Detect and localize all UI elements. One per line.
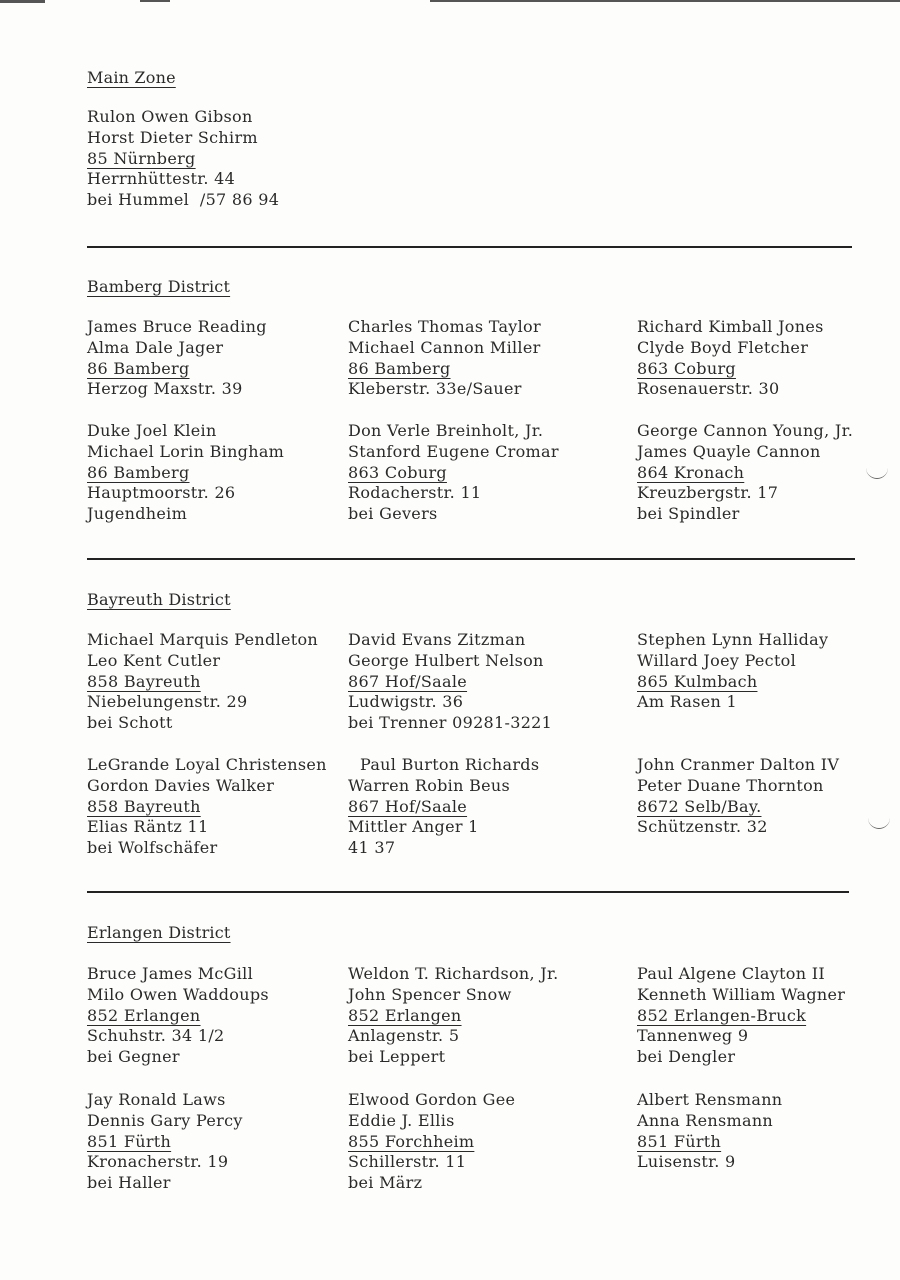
- city-line: 852 Erlangen-Bruck: [637, 1005, 807, 1025]
- street-line: Niebelungenstr. 29: [87, 692, 248, 712]
- name-line: Alma Dale Jager: [87, 337, 224, 357]
- street-line: Anlagenstr. 5: [348, 1026, 460, 1046]
- section-divider: [87, 558, 855, 560]
- city-line: 8672 Selb/Bay.: [637, 796, 762, 816]
- street-line: Schützenstr. 32: [637, 817, 768, 837]
- name-line: James Bruce Reading: [87, 317, 267, 336]
- name-line: Horst Dieter Schirm: [87, 127, 258, 147]
- name-line: Paul Algene Clayton II: [637, 964, 825, 983]
- city-line: 851 Fürth: [87, 1131, 172, 1151]
- care-of-line: bei Wolfschäfer: [87, 838, 218, 858]
- city-line: 858 Bayreuth: [87, 796, 201, 816]
- street-line: Kleberstr. 33e/Sauer: [348, 379, 522, 399]
- care-of-line: bei Gevers: [348, 504, 438, 524]
- name-line: Albert Rensmann: [637, 1090, 783, 1109]
- name-line: Bruce James McGill: [87, 964, 253, 983]
- care-of-line: Jugendheim: [87, 504, 188, 524]
- care-of-line: bei Leppert: [348, 1047, 446, 1067]
- name-line: Michael Lorin Bingham: [87, 441, 285, 461]
- main-zone-heading: Main Zone: [87, 68, 176, 87]
- address-block: [87, 630, 318, 734]
- street-line: Ludwigstr. 36: [348, 692, 464, 712]
- city-line: 858 Bayreuth: [87, 671, 201, 691]
- name-line: John Cranmer Dalton IV: [637, 755, 840, 774]
- street-line: Tannenweg 9: [637, 1026, 749, 1046]
- name-line: Michael Marquis Pendleton: [87, 630, 319, 649]
- city-line: 867 Hof/Saale: [348, 671, 468, 691]
- city-line: 86 Bamberg: [87, 462, 190, 482]
- address-block: [360, 755, 539, 776]
- address-block: [637, 317, 824, 400]
- address-block: [87, 421, 284, 525]
- erlangen-district-heading: Erlangen District: [87, 923, 231, 942]
- city-line: 85 Nürnberg: [87, 148, 196, 168]
- name-line: Stanford Eugene Cromar: [348, 441, 559, 461]
- street-line: Luisenstr. 9: [637, 1152, 736, 1172]
- address-block: [348, 964, 559, 1068]
- city-line: 855 Forchheim: [348, 1131, 475, 1151]
- street-line: Kreuzbergstr. 17: [637, 483, 779, 503]
- address-block: [637, 964, 845, 1068]
- name-line: Jay Ronald Laws: [87, 1090, 226, 1109]
- street-line: Am Rasen 1: [637, 692, 738, 712]
- name-line: Anna Rensmann: [637, 1110, 774, 1130]
- name-line: James Quayle Cannon: [637, 441, 821, 461]
- city-line: 851 Fürth: [637, 1131, 722, 1151]
- name-line: Willard Joey Pectol: [637, 650, 797, 670]
- name-line: Milo Owen Waddoups: [87, 984, 269, 1004]
- care-of-line: bei März: [348, 1173, 423, 1193]
- name-line: Stephen Lynn Halliday: [637, 630, 829, 649]
- name-line: John Spencer Snow: [348, 984, 512, 1004]
- care-of-line: bei Haller: [87, 1173, 171, 1193]
- name-line: Duke Joel Klein: [87, 421, 217, 440]
- address-block: [637, 630, 828, 713]
- phone-line: 41 37: [348, 838, 396, 858]
- name-line: Peter Duane Thornton: [637, 775, 824, 795]
- street-line: Elias Räntz 11: [87, 817, 209, 837]
- city-line: 864 Kronach: [637, 462, 745, 482]
- address-block: [348, 317, 541, 400]
- address-block: [637, 421, 853, 525]
- address-block: [348, 421, 559, 525]
- name-line: Paul Burton Richards: [360, 755, 540, 774]
- address-block: [348, 1090, 515, 1194]
- name-line: LeGrande Loyal Christensen: [87, 755, 327, 774]
- address-block: [87, 1090, 243, 1194]
- street-line: Schuhstr. 34 1/2: [87, 1026, 225, 1046]
- care-of-line: bei Schott: [87, 713, 173, 733]
- name-line: Clyde Boyd Fletcher: [637, 337, 809, 357]
- bamberg-district-heading: Bamberg District: [87, 277, 231, 296]
- care-of-line: bei Dengler: [637, 1047, 736, 1067]
- care-of-line: bei Spindler: [637, 504, 740, 524]
- address-block: [87, 755, 327, 859]
- address-block: [348, 776, 510, 859]
- name-line: Rulon Owen Gibson: [87, 107, 253, 126]
- street-line: Rosenauerstr. 30: [637, 379, 780, 399]
- name-line: Kenneth William Wagner: [637, 984, 846, 1004]
- margin-mark: [866, 466, 888, 479]
- address-block: [87, 964, 269, 1068]
- care-of-line: bei Trenner 09281-3221: [348, 713, 553, 733]
- name-line: Elwood Gordon Gee: [348, 1090, 516, 1109]
- section-divider: [87, 246, 852, 248]
- name-line: George Cannon Young, Jr.: [637, 421, 854, 440]
- name-line: Dennis Gary Percy: [87, 1110, 243, 1130]
- city-line: 865 Kulmbach: [637, 671, 758, 691]
- name-line: Charles Thomas Taylor: [348, 317, 541, 336]
- street-line: Schillerstr. 11: [348, 1152, 467, 1172]
- section-divider: [87, 891, 849, 893]
- city-line: 86 Bamberg: [87, 358, 190, 378]
- name-line: Don Verle Breinholt, Jr.: [348, 421, 544, 440]
- street-line: Rodacherstr. 11: [348, 483, 482, 503]
- street-line: Hauptmoorstr. 26: [87, 483, 236, 503]
- city-line: 863 Coburg: [637, 358, 736, 378]
- name-line: Gordon Davies Walker: [87, 775, 275, 795]
- name-line: George Hulbert Nelson: [348, 650, 544, 670]
- margin-mark: [868, 816, 890, 829]
- street-line: Herzog Maxstr. 39: [87, 379, 243, 399]
- name-line: Michael Cannon Miller: [348, 337, 541, 357]
- page-top-edge: [0, 0, 900, 4]
- street-line: Mittler Anger 1: [348, 817, 479, 837]
- address-block: [87, 317, 267, 400]
- name-line: Leo Kent Cutler: [87, 650, 221, 670]
- address-block: [637, 1090, 782, 1173]
- name-line: Weldon T. Richardson, Jr.: [348, 964, 559, 983]
- address-block: [637, 755, 839, 838]
- city-line: 86 Bamberg: [348, 358, 451, 378]
- name-line: Warren Robin Beus: [348, 775, 511, 795]
- street-line: Kronacherstr. 19: [87, 1152, 229, 1172]
- street-line: Herrnhüttestr. 44: [87, 169, 236, 189]
- name-line: Richard Kimball Jones: [637, 317, 824, 336]
- care-of-line: bei Gegner: [87, 1047, 180, 1067]
- name-line: Eddie J. Ellis: [348, 1110, 455, 1130]
- main-zone-entry: [87, 107, 279, 211]
- city-line: 863 Coburg: [348, 462, 447, 482]
- city-line: 852 Erlangen: [348, 1005, 462, 1025]
- name-line: David Evans Zitzman: [348, 630, 526, 649]
- address-block: [348, 630, 552, 734]
- bayreuth-district-heading: Bayreuth District: [87, 590, 231, 609]
- care-of-line: bei Hummel /57 86 94: [87, 190, 280, 210]
- city-line: 867 Hof/Saale: [348, 796, 468, 816]
- city-line: 852 Erlangen: [87, 1005, 201, 1025]
